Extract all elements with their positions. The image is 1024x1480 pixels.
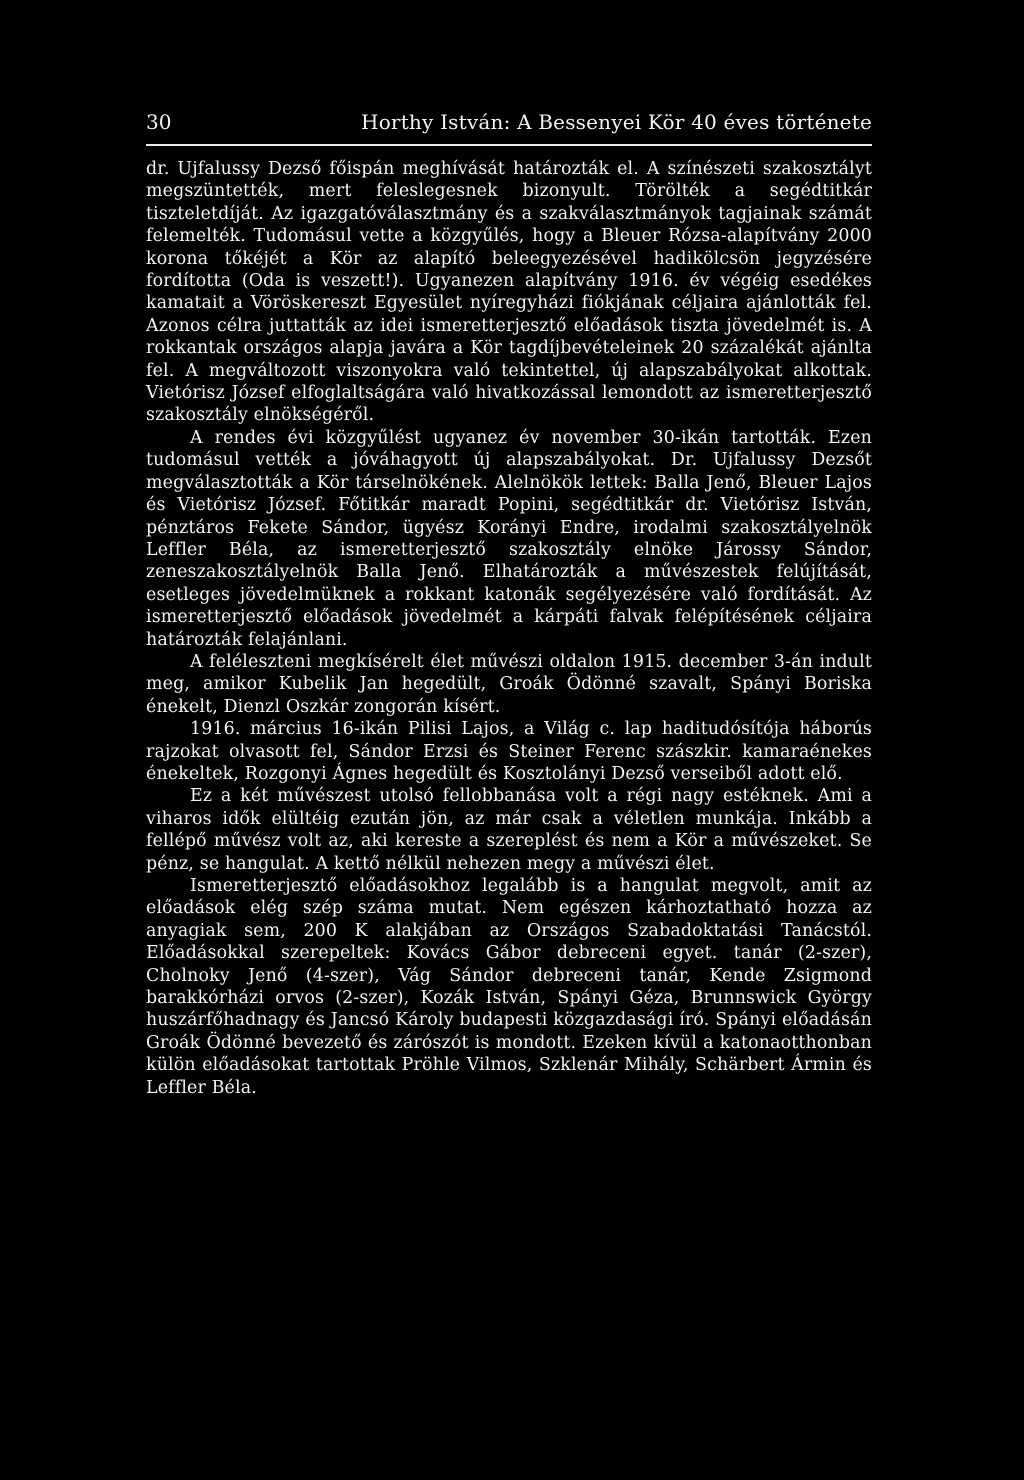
book-page bbox=[146, 108, 872, 1099]
paragraph-1: dr. Ujfalussy Dezső főispán meghívását határozták el. A színészeti szakosztályt megszüntették, mert feleslegesnek bizonyult. Törölték a segédtitkár tiszteletdíját. Az igazgatóválasztmány és a szakválasztmányok tagjainak számát felemelték. Tudomásul vette a közgyűlés, hogy a Bleuer Rózsa-alapítvány 2000 korona tőkéjét a Kör az alapító beleegyezésével hadikölcsön jegyzésére fordította (Oda is veszett!). Ugyanezen alapítvány 1916. év végéig esedékes kamatait a Vöröskereszt Egyesület nyíregyházi fiókjának céljaira ajánlották fel. Azonos célra juttatták az idei ismeretterjesztő előadások tiszta jövedelmét is. A rokkantak országos alapja javára a Kör tagdíjbevételeinek 20 százalékát ajánlta fel. A megváltozott viszonyokra való tekintettel, új alapszabályokat alkottak. Vietórisz József elfoglaltságára való hivatkozással lemondott az ismeretterjesztő szakosztály elnökségéről. bbox=[146, 159, 872, 426]
paragraph-6: Ismeretterjesztő előadásokhoz legalább is a hangulat megvolt, amit az előadások elég szép száma mutat. Nem egészen kárhoztatható hozza az anyagiak sem, 200 K alakjában az Országos Szabadoktatási Tanácstól. Előadásokkal szerepeltek: Kovács Gábor debreceni egyet. tanár (2-szer), Cholnoky Jenő (4-szer), Vág Sándor debreceni tanár, Kende Zsigmond barakkórházi orvos (2-szer), Kozák István, Spányi Géza, Brunnswick György huszárfőhadnagy és Jancsó Károly budapesti közgazdasági író. Spányi előadásán Groák Ödönné bevezető és zárószót is mondott. Ezeken kívül a katonaotthonban külön előadásokat tartottak Pröhle Vilmos, Szklenár Mihály, Schärbert Ármin és Leffler Béla. bbox=[146, 876, 872, 1098]
body-text bbox=[146, 158, 872, 1099]
paragraph-4: 1916. március 16-ikán Pilisi Lajos, a Világ c. lap haditudósítója háborús rajzokat olvasott fel, Sándor Erzsi és Steiner Ferenc szászkir. kamaraénekes énekeltek, Rozgonyi Ágnes hegedült és Kosztolányi Dezső verseiből adott elő. bbox=[146, 719, 872, 784]
running-title: Horthy István: A Bessenyei Kör 40 éves története bbox=[361, 110, 872, 134]
paragraph-2: A rendes évi közgyűlést ugyanez év november 30-ikán tartották. Ezen tudomásul vették a jóváhagyott új alapszabályokat. Dr. Ujfalussy Dezsőt megválasztották a Kör társelnökének. Alelnökök lettek: Balla Jenő, Bleuer Lajos és Vietórisz József. Főtitkár maradt Popini, segédtitkár dr. Vietórisz István, pénztáros Fekete Sándor, ügyész Korányi Endre, irodalmi szakosztályelnök Leffler Béla, az ismeretterjesztő szakosztály elnöke Járossy Sándor, zeneszakosztályelnök Balla Jenő. Elhatározták a művészestek felújítását, esetleges jövedelmüknek a rokkant katonák segélyezésére való fordítását. Az ismeretterjesztő előadások jövedelmét a kárpáti falvak felépítésének céljaira határozták felajánlani. bbox=[146, 427, 872, 650]
paragraph-5: Ez a két művészest utolsó fellobbanása volt a régi nagy estéknek. Ami a viharos idők elültéig ezután jön, az már csak a véletlen munkája. Inkább a fellépő művész volt az, aki kereste a szereplést és nem a Kör a művészeket. Se pénz, se hangulat. A kettő nélkül nehezen megy a művészi élet. bbox=[146, 786, 872, 874]
page-header bbox=[146, 108, 872, 146]
page-number: 30 bbox=[146, 110, 172, 134]
paragraph-3: A feléleszteni megkísérelt élet művészi oldalon 1915. december 3-án indult meg, amikor Kubelik Jan hegedült, Groák Ödönné szavalt, Spányi Boriska énekelt, Dienzl Oszkár zongorán kísért. bbox=[146, 651, 872, 717]
